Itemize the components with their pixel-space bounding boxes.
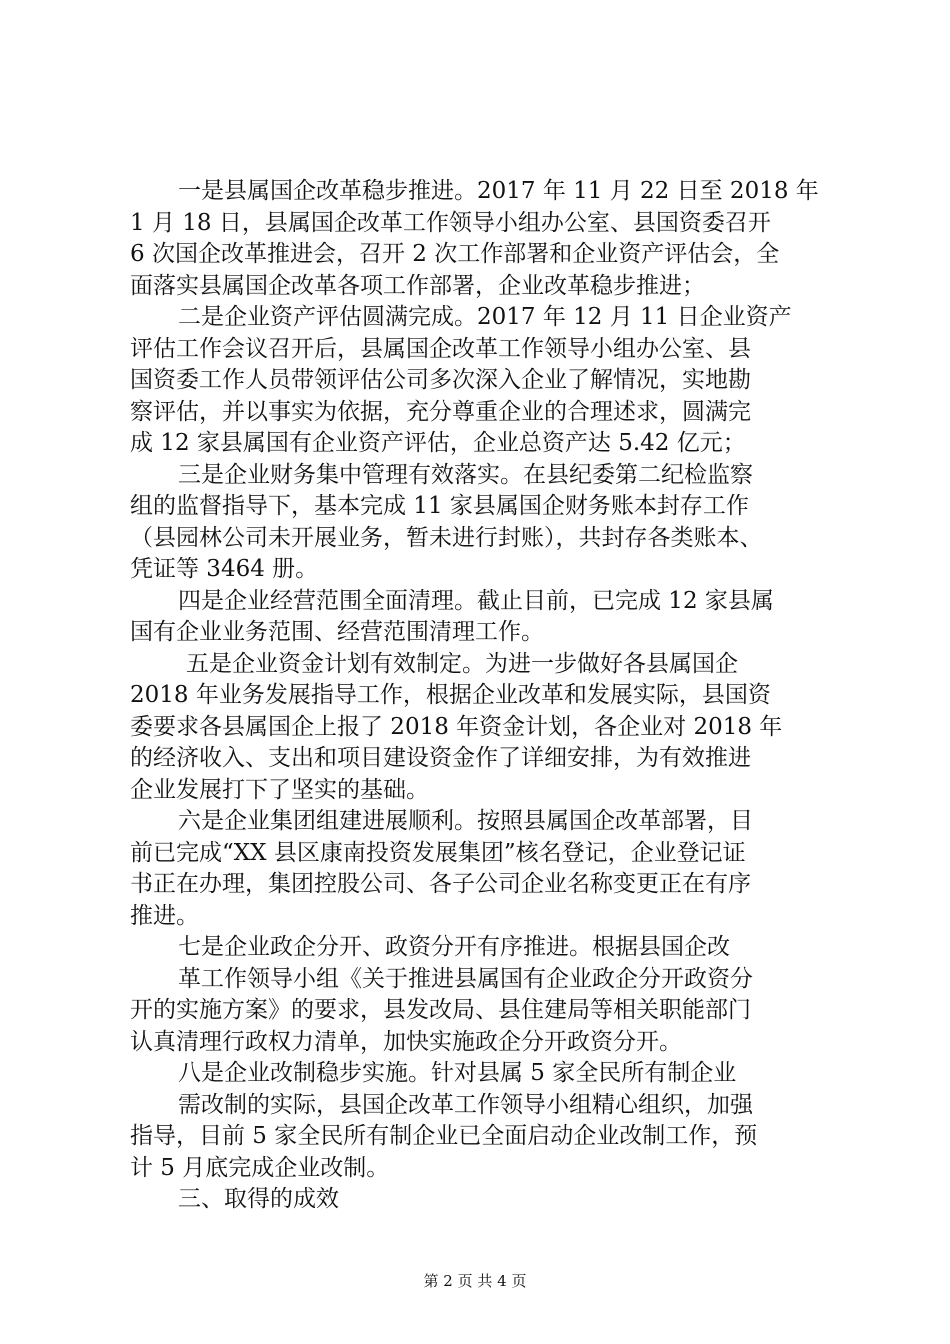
text-line: 国资委工作人员带领评估公司多次深入企业了解情况，实地勘 [130, 367, 751, 393]
text-line: 6 次国企改革推进会，召开 2 次工作部署和企业资产评估会，全 [130, 241, 780, 267]
document-body [130, 176, 835, 1216]
text-line: 面落实县属国企改革各项工作部署，企业改革稳步推进； [130, 272, 705, 299]
text-line: 认真清理行政权力清单，加快实施政企分开政资分开。 [130, 1028, 682, 1055]
text-line: 需改制的实际，县国企改革工作领导小组精心组织，加强 [178, 1091, 753, 1118]
text-line: 七是企业政企分开、政资分开有序推进。根据县国企改 [178, 934, 730, 960]
text-line: 国有企业业务范围、经营范围清理工作。 [130, 619, 544, 645]
page-number-footer: 第 2 页 共 4 页 [423, 1272, 527, 1290]
text-line: 2018 年业务发展指导工作，根据企业改革和发展实际，县国资 [130, 682, 771, 708]
text-line: 六是企业集团组建进展顺利。按照县属国企改革部署，目 [178, 808, 753, 834]
text-line: 指导，目前 5 家全民所有制企业已全面启动企业改制工作，预 [130, 1123, 758, 1149]
text-line: 委要求各县属国企上报了 2018 年资金计划，各企业对 2018 年 [130, 713, 783, 740]
text-line: 企业发展打下了坚实的基础。 [130, 776, 429, 803]
text-line: 书正在办理，集团控股公司、各子公司企业名称变更正在有序 [130, 871, 751, 897]
text-line: 1 月 18 日，县属国企改革工作领导小组办公室、县国资委召开 [130, 209, 771, 236]
section-heading: 三、取得的成效 [178, 1186, 339, 1212]
text-line: 四是企业经营范围全面清理。截止目前，已完成 12 家县属 [178, 587, 774, 614]
text-line: 一是县属国企改革稳步推进。2017 年 11 月 22 日至 2018 年 [178, 178, 819, 204]
text-line: 三是企业财务集中管理有效落实。在县纪委第二纪检监察 [178, 461, 753, 488]
text-line: 五是企业资金计划有效制定。为进一步做好各县属国企 [186, 650, 738, 677]
text-line: 前已完成“XX 县区康南投资发展集团”核名登记，企业登记证 [130, 839, 746, 866]
text-line: 凭证等 3464 册。 [130, 556, 319, 582]
text-line: 计 5 月底完成企业改制。 [130, 1154, 390, 1181]
text-line: （县园林公司未开展业务，暂未进行封账），共封存各类账本、 [130, 524, 763, 551]
text-line: 的经济收入、支出和项目建设资金作了详细安排，为有效推进 [130, 745, 751, 771]
text-line: 组的监督指导下，基本完成 11 家县属国企财务账本封存工作 [130, 493, 749, 519]
text-line: 推进。 [130, 902, 199, 929]
text-line: 八是企业改制稳步实施。针对县属 5 家全民所有制企业 [178, 1060, 737, 1086]
text-line: 二是企业资产评估圆满完成。2017 年 12 月 11 日企业资产 [178, 304, 792, 330]
text-line: 察评估，并以事实为依据，充分尊重企业的合理述求，圆满完 [130, 398, 751, 425]
text-line: 开的实施方案》的要求，县发改局、县住建局等相关职能部门 [130, 997, 751, 1023]
text-line: 评估工作会议召开后，县属国企改革工作领导小组办公室、县 [130, 335, 751, 362]
text-line: 成 12 家县属国有企业资产评估，企业总资产达 5.42 亿元； [130, 430, 746, 456]
text-line: 革工作领导小组《关于推进县属国有企业政企分开政资分 [178, 965, 753, 992]
